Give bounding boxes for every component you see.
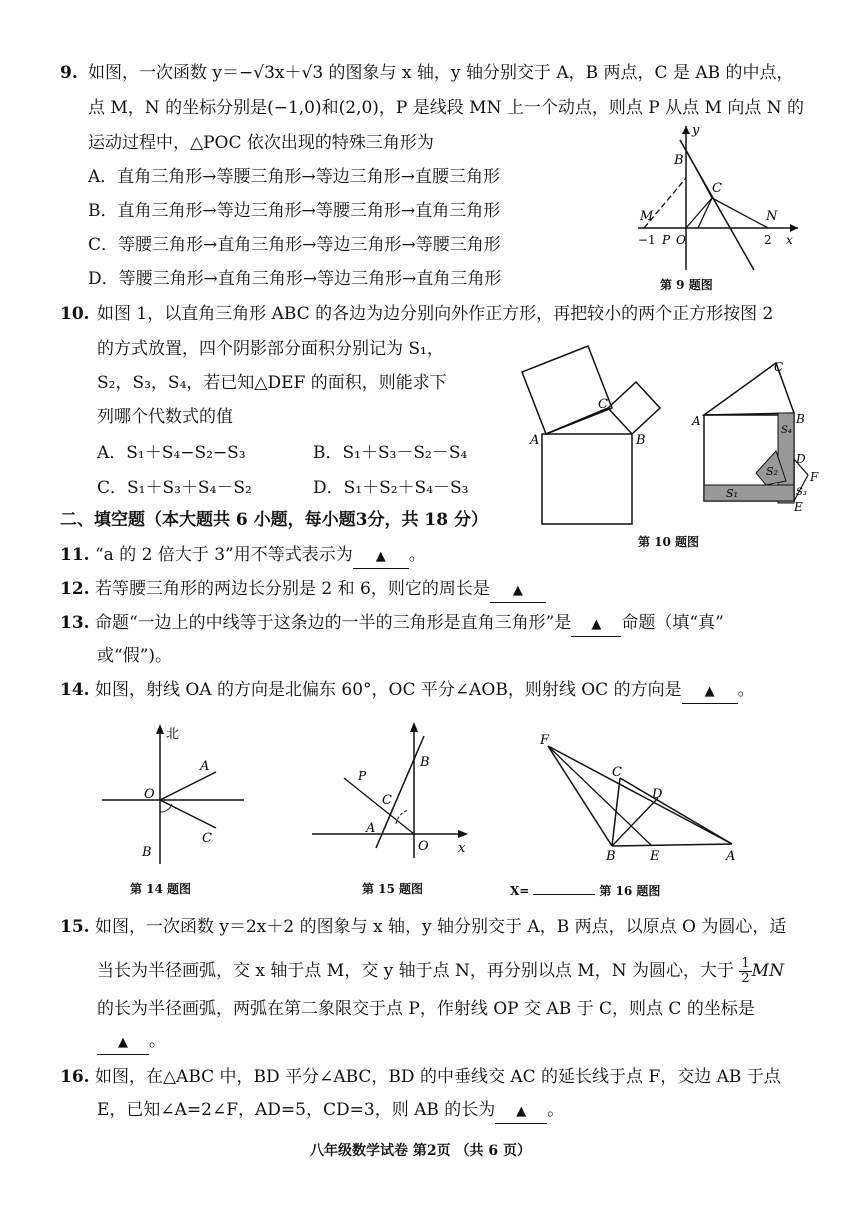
q10-f1-label-c: C <box>598 397 608 412</box>
q10-option-b: B．S₁＋S₃－S₂－S₄ <box>313 443 468 463</box>
q14-end: 。 <box>737 680 755 700</box>
q10-line3: S₂，S₃，S₄，若已知△DEF 的面积，则能求下 <box>97 373 447 393</box>
q15-fraction <box>739 957 751 986</box>
q10-figure1 <box>520 330 700 530</box>
q16-label-f: F <box>540 733 550 748</box>
q10-option-d: D．S₁＋S₂＋S₄－S₃ <box>313 478 469 498</box>
q15-label-c: C <box>382 793 392 808</box>
q10-figure2 <box>690 355 830 525</box>
q12 <box>60 578 546 603</box>
q15-label-o: O <box>418 839 429 854</box>
q10-option-a: A．S₁＋S₄−S₂−S₃ <box>97 443 246 463</box>
q15-line2a: 当长为半径画弧，交 x 轴于点 M，交 y 轴于点 N，再分别以点 M，N 为圆心，大于 <box>97 961 734 981</box>
q16-label-a: A <box>726 849 736 864</box>
q10-f2-label-s1: S₁ <box>726 487 738 500</box>
q9-option-b: B．直角三角形→等边三角形→等腰三角形→直角三角形 <box>88 201 501 221</box>
q12-number: 12. <box>60 579 90 599</box>
q12-text: 若等腰三角形的两边长分别是 2 和 6，则它的周长是 <box>94 579 490 599</box>
q16-line2-row <box>97 1099 564 1124</box>
q11 <box>60 544 426 569</box>
q10-f1-label-b: B <box>636 433 646 448</box>
q9-label-c: C <box>712 181 722 196</box>
q14-label-a: A <box>200 759 210 774</box>
q15-number: 15. <box>60 917 90 937</box>
q15-label-b: B <box>420 755 430 770</box>
q16-number: 16. <box>60 1067 90 1087</box>
q10-line1: 如图 1，以直角三角形 ABC 的各边为边分别向外作正方形，再把较小的两个正方形按图 2 <box>97 304 774 324</box>
q9-label-x: x <box>786 233 793 247</box>
q11-answer-blank[interactable]: ▲ <box>353 546 409 569</box>
q10-f2-label-d: D <box>796 452 806 466</box>
section-2-heading: 二、填空题（本大题共 6 小题，每小题3分，共 18 分） <box>60 510 488 530</box>
q13-text: 命题“一边上的中线等于这条边的一半的三角形是直角三角形”是 <box>94 613 572 633</box>
q9-label-b: B <box>674 153 684 168</box>
q11-number: 11. <box>60 545 90 565</box>
q16-figure <box>534 726 754 866</box>
q9-option-d: D．等腰三角形→直角三角形→等边三角形→直角三角形 <box>88 269 502 289</box>
q14-label-o: O <box>144 787 155 802</box>
q14-label-b: B <box>142 845 152 860</box>
q10-f2-label-e: E <box>794 500 803 514</box>
q15-line1: 如图，一次函数 y＝2x＋2 的图象与 x 轴，y 轴分别交于 A，B 两点，以原点 O 为圆心，适 <box>94 917 787 937</box>
q9-label-y: y <box>692 123 700 138</box>
q15-figure <box>310 718 480 868</box>
q15-label-a: A <box>366 821 376 836</box>
q13-answer-blank[interactable]: ▲ <box>571 614 621 637</box>
q16-caption-text: 第 16 题图 <box>599 884 661 898</box>
q15-line1-row <box>60 916 786 938</box>
q10-f2-label-s2: S₂ <box>766 465 778 478</box>
q9-line1: 如图，一次函数 y＝−√3x＋√3 的图象与 x 轴，y 轴分别交于 A，B 两点，C 是 AB 的中点， <box>88 63 794 83</box>
q13-line2: 或“假”)。 <box>97 646 173 666</box>
q16-end: 。 <box>547 1100 565 1120</box>
q14-text: 如图，射线 OA 的方向是北偏东 60°，OC 平分∠AOB，则射线 OC 的方向是 <box>94 680 682 700</box>
q9-label-p: P <box>662 233 671 247</box>
q10-line2: 的方式放置，四个阴影部分面积分别记为 S₁， <box>97 339 444 359</box>
q14-figure <box>98 718 248 868</box>
q9-option-a: A．直角三角形→等腰三角形→等边三角形→直腰三角形 <box>88 167 501 187</box>
q16-caption-blank <box>533 894 595 895</box>
q12-answer-blank[interactable]: ▲ <box>490 580 546 603</box>
q15-label-x: x <box>458 841 466 856</box>
q13-number: 13. <box>60 613 90 633</box>
q11-text: “a 的 2 倍大于 3”用不等式表示为 <box>94 545 353 565</box>
q10-f1-label-a: A <box>530 433 540 448</box>
q14-label-c: C <box>202 831 212 846</box>
q9-number: 9. <box>60 63 78 83</box>
q10-f2-label-c: C <box>774 360 784 374</box>
q14-number: 14. <box>60 680 90 700</box>
q15-fraction-denominator: 2 <box>741 971 750 986</box>
q16-label-c: C <box>612 765 622 780</box>
q15-caption: 第 15 题图 <box>362 882 424 896</box>
q16-label-e: E <box>650 849 660 864</box>
q16-label-b: B <box>606 849 616 864</box>
q10-f2-label-b: B <box>796 412 805 426</box>
q15-line4-row <box>97 1030 166 1055</box>
q9-caption: 第 9 题图 <box>660 278 713 292</box>
q9-label-m: M <box>640 209 654 224</box>
q15-line3: 的长为半径画弧，两弧在第二象限交于点 P，作射线 OP 交 AB 于 C，则点 C 的坐标是 <box>97 999 755 1019</box>
q9-label-neg1: −1 <box>638 233 656 247</box>
q15-answer-blank[interactable]: ▲ <box>97 1032 149 1055</box>
q9-figure <box>628 120 808 280</box>
q14-caption: 第 14 题图 <box>130 882 192 896</box>
q9-label-2: 2 <box>764 233 772 247</box>
q11-end: 。 <box>408 545 426 565</box>
q14-label-north: 北 <box>166 727 180 742</box>
q16-caption-prefix: X= <box>510 884 530 898</box>
q16-line2: E，已知∠A=2∠F，AD=5，CD=3，则 AB 的长为 <box>97 1100 496 1120</box>
q10-option-c: C．S₁＋S₃＋S₄－S₂ <box>97 478 252 498</box>
q9-label-n: N <box>766 209 778 224</box>
q14-answer-blank[interactable]: ▲ <box>682 681 738 704</box>
q15-line2b: MN <box>751 961 784 981</box>
q15-end: 。 <box>149 1031 166 1051</box>
q15-fraction-numerator: 1 <box>741 956 750 971</box>
q13-tail: 命题（填“真” <box>621 613 724 633</box>
q14 <box>60 679 755 704</box>
q10-f2-label-s3: S₃ <box>796 487 807 498</box>
q10-f2-label-a: A <box>692 414 701 428</box>
q9-line3: 运动过程中，△POC 依次出现的特殊三角形为 <box>88 133 434 153</box>
q10-caption: 第 10 题图 <box>638 535 700 549</box>
q9-line2: 点 M，N 的坐标分别是(−1,0)和(2,0)，P 是线段 MN 上一个动点，则点 P 从点 M 向点 N 的 <box>88 98 805 118</box>
q16-line1: 如图，在△ABC 中，BD 平分∠ABC，BD 的中垂线交 AC 的延长线于点 F，交边 AB 于点 <box>94 1067 781 1087</box>
q16-answer-blank[interactable]: ▲ <box>495 1101 547 1124</box>
q15-line2-row <box>97 957 784 986</box>
page-footer: 八年级数学试卷 第2页 （共 6 页） <box>310 1143 531 1159</box>
q13 <box>60 612 724 637</box>
q10-line4: 列哪个代数式的值 <box>97 407 233 427</box>
q16-line1-row <box>60 1066 781 1088</box>
q10-f2-label-s4: S₄ <box>781 425 792 436</box>
q16-caption <box>510 882 660 899</box>
q10-f2-label-f: F <box>810 470 819 484</box>
q9-option-c: C．等腰三角形→直角三角形→等边三角形→等腰三角形 <box>88 235 501 255</box>
q10-number: 10. <box>60 304 90 324</box>
q15-label-p: P <box>358 769 367 783</box>
q16-label-d: D <box>652 787 663 802</box>
q9-label-o: O <box>676 233 686 247</box>
